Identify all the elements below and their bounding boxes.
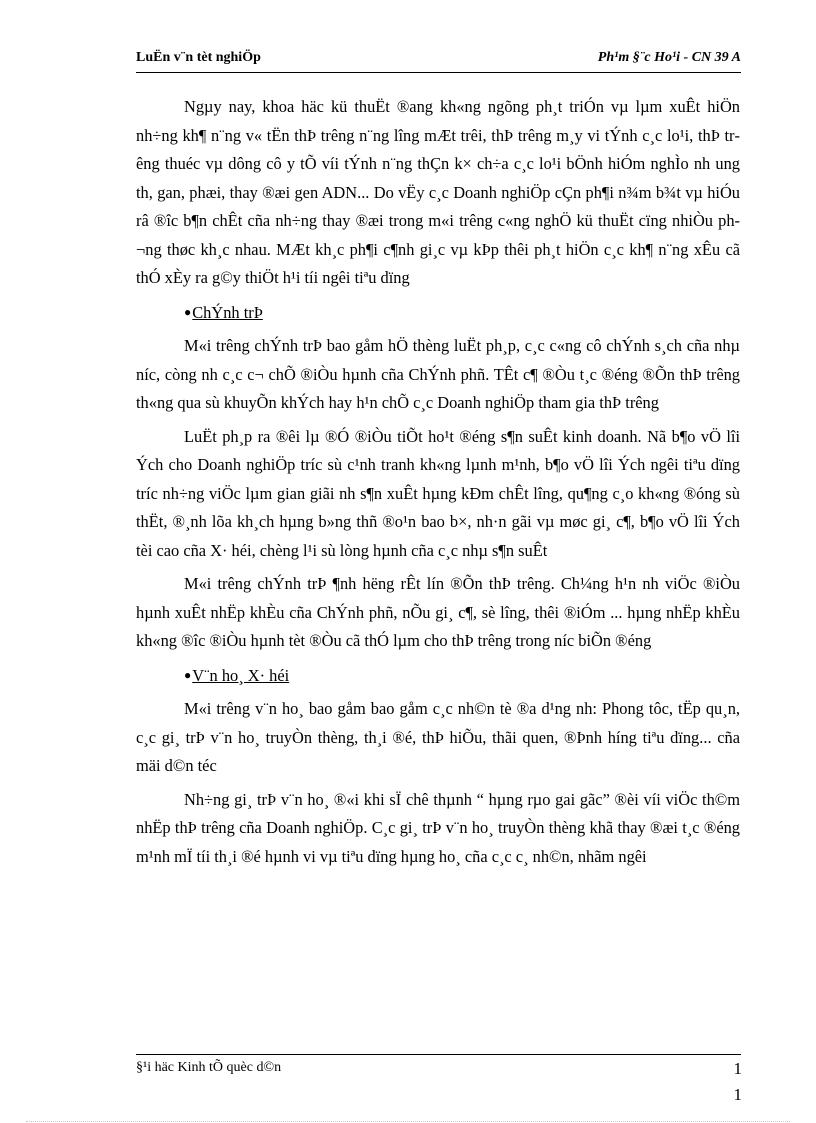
page-bottom-edge (26, 1121, 790, 1122)
footer-divider (136, 1054, 741, 1055)
section-heading-culture-society (184, 661, 740, 691)
footer-university: §¹i häc Kinh tÕ quèc d©n (136, 1060, 282, 1075)
page-number-bottom: 1 (733, 1085, 742, 1104)
paragraph-politics-environment: M«i trêng chÝnh trÞ bao gåm hÖ thèng luËt ph¸p, c¸c c«ng cô chÝnh s¸ch cña nhµ níc, còng nh c¸c c¬ chÕ ®iÒu hµnh cña ChÝnh phñ. TÊt c¶ ®Òu t¸c ®éng ®Õn thÞ trêng th«ng qua sù khuyÕn khÝch hay h¹n chÕ c¸c Doanh nghiÖp tham gia thÞ trêng (136, 336, 740, 412)
header-divider (136, 72, 741, 73)
section-heading-culture-society-text: V¨n ho¸ X· héi (192, 665, 290, 685)
section-heading-politics-text: ChÝnh trÞ (192, 302, 263, 322)
paragraph-culture-values: Nh÷ng gi¸ trÞ v¨n ho¸ ®«i khi sÏ chê thµnh “ hµng rµo gai gãc” ®èi víi viÖc th©m nhËp thÞ trêng cña Doanh nghiÖp. C¸c gi¸ trÞ v¨n ho¸ truyÒn thèng khã thay ®æi t¸c ®éng m¹nh mÏ tíi th¸i ®é hµnh vi vµ tiªu dïng hµng ho¸ cña c¸c c¸ nh©n, nhãm ngêi (136, 789, 740, 866)
page-header (136, 50, 741, 72)
page-number-top: 1 (733, 1059, 742, 1078)
paragraph-law: LuËt ph¸p ra ®êi lµ ®Ó ®iÒu tiÕt ho¹t ®éng s¶n suÊt kinh doanh. Nã b¶o vÖ lîi Ých cho Doanh nghiÖp tríc sù c¹nh tranh kh«ng lµnh m¹nh, b¶o vÖ lîi Ých ngêi tiªu dïng tríc nh÷ng viÖc lµm gian giãi nh s¶n xuÊt hµng kÐm chÊt lîng, qu¶ng c¸o kh«ng ®óng sù thËt, ®¸nh lõa kh¸ch hµng b»ng thñ ®o¹n bao b×, nh·n gãi vµ møc gi¸ c¶, b¶o vÖ lîi Ých tèi cao cña X· héi, chèng l¹i sù lòng hµnh cña c¸c nhµ s¶n suÊt (136, 426, 740, 560)
paragraph-culture-environment: M«i trêng v¨n ho¸ bao gåm bao gåm c¸c nh©n tè ®a d¹ng nh: Phong tôc, tËp qu¸n, c¸c gi¸ trÞ v¨n ho¸ truyÒn thèng, th¸i ®é, thÞ hiÕu, thãi quen, ®Þnh híng tiªu dïng... cña mäi d©n téc (136, 699, 740, 775)
paragraph-politics-impact: M«i trêng chÝnh trÞ ¶nh hëng rÊt lín ®Õn thÞ trêng. Ch¼ng h¹n nh viÖc ®iÒu hµnh xuÊt nhËp khÈu cña ChÝnh phñ, nÕu gi¸ c¶, sè lîng, thêi ®iÓm ... hµng nhËp khÈu kh«ng ®îc ®iÒu hµnh tèt ®Òu cã thÓ lµm cho thÞ trêng trong níc biÕn ®éng (136, 574, 740, 650)
section-heading-politics (184, 298, 740, 328)
bullet-icon: ● (184, 667, 192, 682)
bullet-icon: ● (184, 304, 192, 319)
page-number (712, 1056, 742, 1108)
paragraph-technology: Ngµy nay, khoa häc kü thuËt ®ang kh«ng ngõng ph¸t triÓn vµ lµm xuÊt hiÖn nh÷ng kh¶ n¨ng v« tËn thÞ trêng n¨ng lîng mÆt trêi, thÞ trêng m¸y vi tÝnh c¸c lo¹i, thÞ trêng thuéc vµ dông cô y tÕ víi tÝnh n¨ng thÇn k× ch÷a c¸c lo¹i bÖnh hiÓm nghÌo nh ung th, gan, phæi, thay ®æi gen ADN... Do vËy c¸c Doanh nghiÖp cÇn ph¶i n¾m b¾t vµ hiÓu râ ®îc b¶n chÊt cña nh÷ng thay ®æi trong m«i trêng c«ng nghÖ kü thuËt cïng nhiÒu ph¬ng thøc kh¸c nhau. MÆt kh¸c ph¶i c¶nh gi¸c vµ kÞp thêi ph¸t hiÖn c¸c kh¶ n¨ng xÊu cã thÓ xÈy ra g©y thiÖt h¹i tíi ngêi tiªu dïng (136, 97, 740, 287)
document-body (136, 93, 740, 876)
header-author: Ph¹m §¨c Ho¹i - CN 39 A (597, 50, 741, 65)
header-thesis-title: LuËn v¨n tèt nghiÖp (136, 50, 261, 65)
